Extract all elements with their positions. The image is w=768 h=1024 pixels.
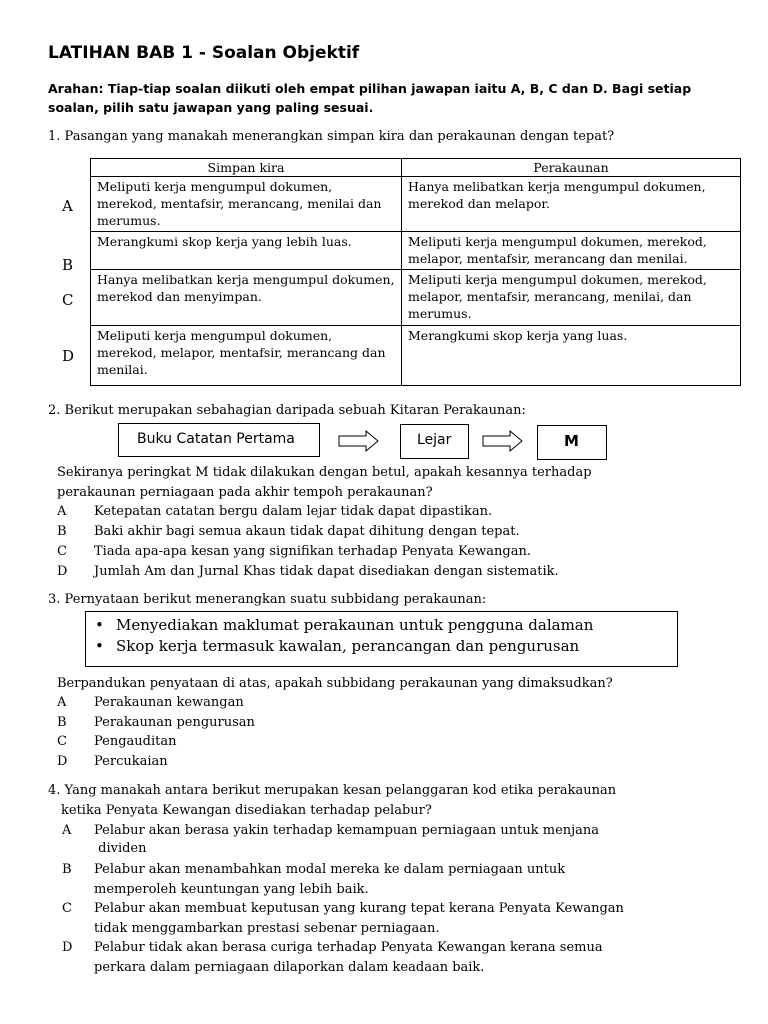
table-row: [91, 177, 741, 232]
option-label: C: [62, 901, 72, 916]
q2-stem-line: Sekiranya peringkat M tidak dilakukan dengan betul, apakah kesannya terhadap: [57, 465, 592, 480]
option-text: Baki akhir bagi semua akaun tidak dapat dihitung dengan tepat.: [94, 524, 520, 539]
row-label-c: C: [62, 291, 74, 309]
bullet-text: Skop kerja termasuk kawalan, perancangan dan pengurusan: [116, 637, 580, 655]
flow-label: Buku Catatan Pertama: [137, 431, 295, 447]
cell-perakaunan: Merangkumi skop kerja yang luas.: [402, 326, 741, 386]
option-label: A: [62, 823, 72, 838]
option-text: dividen: [94, 841, 147, 856]
q2-stem-line: perakaunan perniagaan pada akhir tempoh perakaunan?: [57, 485, 433, 500]
option-label: C: [57, 544, 67, 559]
bullet-icon: •: [95, 616, 104, 634]
row-label-a: A: [62, 197, 73, 215]
option-label: D: [62, 940, 73, 955]
page-title: LATIHAN BAB 1 - Soalan Objektif: [48, 43, 360, 63]
bullet-icon: •: [95, 637, 104, 655]
flow-box-lejar: [400, 424, 469, 459]
table-row: [91, 270, 741, 326]
option-label: B: [57, 715, 67, 730]
q3-question: 3. Pernyataan berikut menerangkan suatu subbidang perakaunan:: [48, 592, 487, 607]
table-row: [91, 326, 741, 386]
option-text: perkara dalam perniagaan dilaporkan dalam keadaan baik.: [94, 960, 485, 975]
option-text: Jumlah Am dan Jurnal Khas tidak dapat disediakan dengan sistematik.: [94, 564, 559, 579]
row-label-d: D: [62, 347, 75, 365]
bullet-text: Menyediakan maklumat perakaunan untuk pengguna dalaman: [116, 616, 594, 634]
option-text: memperoleh keuntungan yang lebih baik.: [94, 882, 369, 897]
flow-label: Lejar: [417, 432, 452, 448]
cell-simpan-kira: Meliputi kerja mengumpul dokumen, merekod, mentafsir, merancang, menilai dan merumus.: [91, 177, 402, 232]
option-text: Ketepatan catatan bergu dalam lejar tidak dapat dipastikan.: [94, 504, 493, 519]
q1-question: 1. Pasangan yang manakah menerangkan simpan kira dan perakaunan dengan tepat?: [48, 129, 615, 144]
option-text: Pelabur akan membuat keputusan yang kurang tepat kerana Penyata Kewangan: [94, 901, 624, 916]
option-label: C: [57, 734, 67, 749]
option-text: Pelabur akan menambahkan modal mereka ke dalam perniagaan untuk: [94, 862, 566, 877]
option-text: tidak menggambarkan prestasi sebenar perniagaan.: [94, 921, 440, 936]
list-item: [95, 637, 580, 656]
cell-simpan-kira: Meliputi kerja mengumpul dokumen, merekod, melapor, mentafsir, merancang dan menilai.: [91, 326, 402, 386]
option-text: Perakaunan pengurusan: [94, 715, 255, 730]
header-perakaunan: Perakaunan: [402, 159, 741, 177]
header-simpan-kira: Simpan kira: [91, 159, 402, 177]
option-label: B: [57, 524, 67, 539]
option-text: Pelabur akan berasa yakin terhadap kemampuan perniagaan untuk menjana: [94, 823, 600, 838]
arrow-right-icon: [338, 430, 380, 452]
option-label: A: [57, 504, 67, 519]
option-label: A: [57, 695, 67, 710]
cell-simpan-kira: Hanya melibatkan kerja mengumpul dokumen, merekod dan menyimpan.: [91, 270, 402, 326]
cell-perakaunan: Meliputi kerja mengumpul dokumen, merekod, melapor, mentafsir, merancang dan menilai.: [402, 232, 741, 270]
q4-question-line: ketika Penyata Kewangan disediakan terhadap pelabur?: [61, 803, 432, 818]
flow-box-m: [537, 425, 607, 460]
q3-stem: Berpandukan penyataan di atas, apakah subbidang perakaunan yang dimaksudkan?: [57, 676, 613, 691]
statement-box: [85, 611, 678, 667]
q1-table: [90, 158, 741, 386]
row-label-b: B: [62, 256, 74, 274]
cell-perakaunan: Meliputi kerja mengumpul dokumen, merekod, melapor, mentafsir, merancang, menilai, dan merumus.: [402, 270, 741, 326]
q4-question-line: 4. Yang manakah antara berikut merupakan kesan pelanggaran kod etika perakaunan: [48, 783, 617, 798]
flow-label: M: [564, 432, 579, 450]
instructions: Arahan: Tiap-tiap soalan diikuti oleh empat pilihan jawapan iaitu A, B, C dan D. Bagi setiap soalan, pilih satu jawapan yang paling sesuai.: [48, 81, 692, 115]
flow-box-buku-catatan: [118, 423, 320, 457]
arrow-right-icon: [482, 430, 524, 452]
option-label: D: [57, 564, 68, 579]
option-text: Tiada apa-apa kesan yang signifikan terhadap Penyata Kewangan.: [94, 544, 531, 559]
option-label: B: [62, 862, 72, 877]
option-text: Perakaunan kewangan: [94, 695, 244, 710]
list-item: [95, 616, 594, 635]
option-text: Percukaian: [94, 754, 168, 769]
table-row: [91, 232, 741, 270]
option-text: Pengauditan: [94, 734, 177, 749]
cell-perakaunan: Hanya melibatkan kerja mengumpul dokumen, merekod dan melapor.: [402, 177, 741, 232]
q2-question: 2. Berikut merupakan sebahagian daripada sebuah Kitaran Perakaunan:: [48, 403, 526, 418]
option-text: Pelabur tidak akan berasa curiga terhadap Penyata Kewangan kerana semua: [94, 940, 603, 955]
cell-simpan-kira: Merangkumi skop kerja yang lebih luas.: [91, 232, 402, 270]
option-label: D: [57, 754, 68, 769]
